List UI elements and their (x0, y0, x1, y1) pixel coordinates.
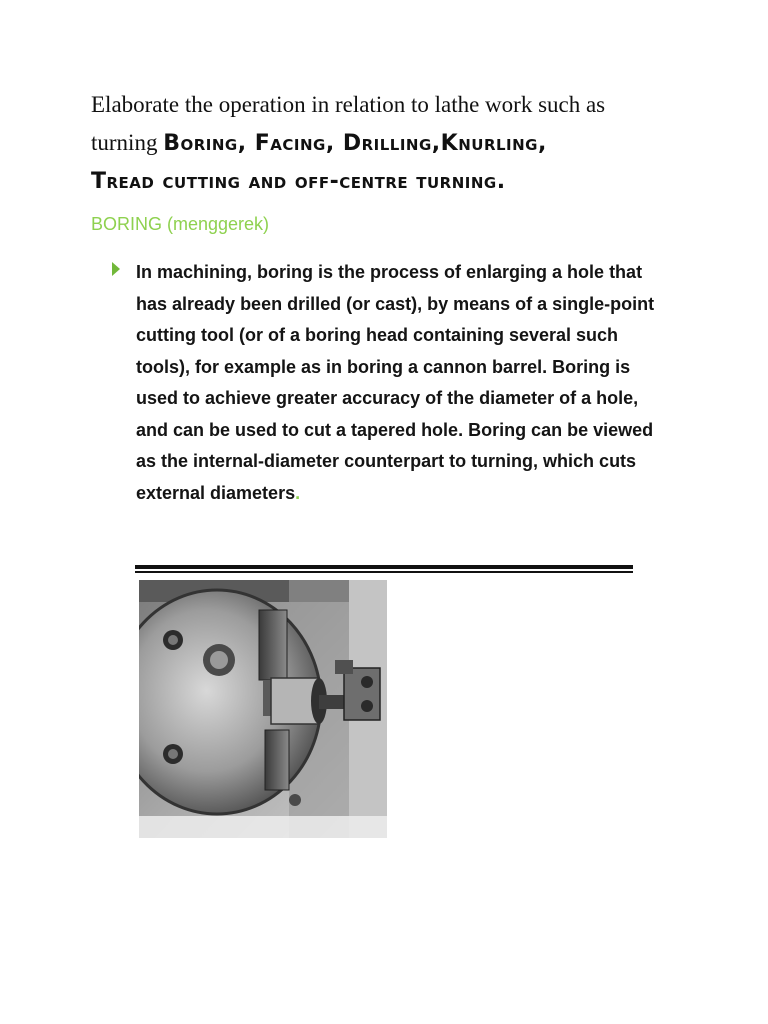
lathe-boring-photo (139, 580, 387, 838)
question-operations-2: Tread cutting and off-centre turning. (91, 169, 506, 194)
bullet-paragraph (136, 257, 671, 509)
question-operations-1: Boring, Facing, Drilling,Knurling, (163, 131, 547, 156)
question-heading (91, 86, 691, 201)
horizontal-divider (135, 565, 633, 573)
question-line-2 (91, 124, 691, 163)
paragraph-end-mark: . (295, 482, 301, 503)
question-turning-word: turning (91, 130, 164, 155)
question-intro: Elaborate the operation in relation to lathe work such as (91, 92, 606, 117)
boring-definition-text: In machining, boring is the process of enlarging a hole that has already been drilled (or cast), by means of a single-point cutting tool (or of a boring head containing several such tools), for example as in boring a cannon barrel. Boring is used to achieve greater accuracy of the diameter of a hole, and can be used to cut a tapered hole. Boring can be viewed as the internal-diameter counterpart to turning, which cuts external diameters (136, 262, 655, 503)
triangle-right-icon (112, 262, 120, 276)
section-heading-boring: BORING (menggerek) (91, 214, 270, 234)
